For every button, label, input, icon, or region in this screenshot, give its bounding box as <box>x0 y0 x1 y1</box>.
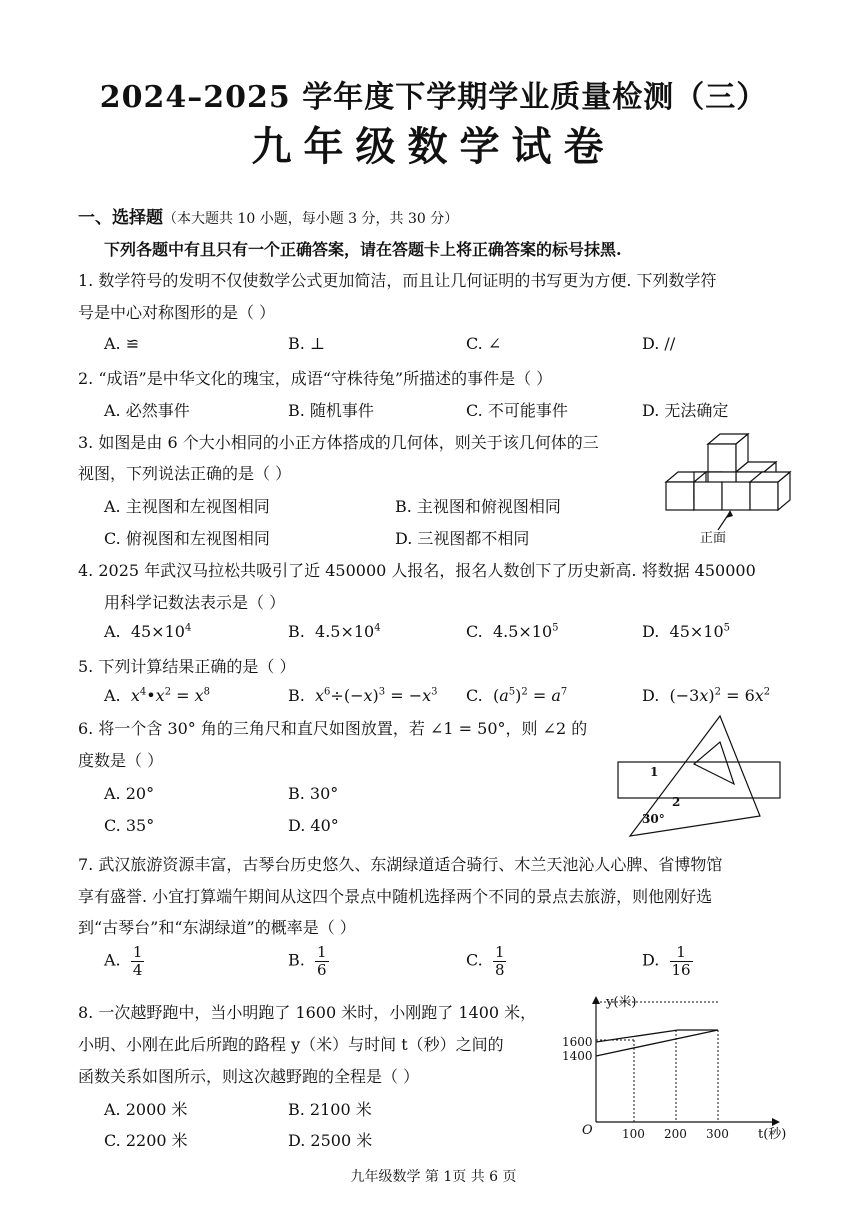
y-axis-label: y(米) <box>606 995 637 1010</box>
q5-option-b: B. $x^6\div(-x)^3 = -x^3$ <box>288 686 438 705</box>
q8-option-a: A. 2000 米 <box>104 1100 188 1119</box>
q8-line1: 8. 一次越野跑中，当小明跑了 1600 米时，小刚跑了 1400 米， <box>78 1003 537 1022</box>
q3-option-d: D. 三视图都不相同 <box>395 529 530 548</box>
q7-option-b: B. $\frac{1}{6}$ <box>288 943 327 979</box>
q8-line3: 函数关系如图所示，则这次越野跑的全程是（ ） <box>78 1067 420 1086</box>
exam-subtitle: 九年级数学试卷 <box>251 123 616 170</box>
q1-line2: 号是中心对称图形的是（ ） <box>78 303 276 322</box>
section-heading <box>78 203 458 228</box>
q5-option-a: A. $x^4•x^2 = x^8$ <box>104 686 211 705</box>
q4-option-a: A. $45\times 10^4$ <box>104 622 192 641</box>
q1-option-c: C. ∠ <box>466 334 502 353</box>
angle-2-label: 2 <box>672 795 681 809</box>
q5-option-d: D. $(-3x)^2 = 6x^2$ <box>642 686 771 705</box>
section-instruction: 下列各题中有且只有一个正确答案，请在答题卡上将正确答案的标号抹黑. <box>104 240 622 259</box>
q2-option-c: C. 不可能事件 <box>466 401 568 420</box>
q6-option-c: C. 35° <box>104 816 155 835</box>
q3-option-c: C. 俯视图和左视图相同 <box>104 529 270 548</box>
angle-30-label: 30° <box>642 812 665 826</box>
q3-line1: 3. 如图是由 6 个大小相同的小正方体搭成的几何体，则关于该几何体的三 <box>78 433 599 452</box>
q7-line1: 7. 武汉旅游资源丰富，古琴台历史悠久、东湖绿道适合骑行、木兰天池沁人心脾、省博物馆 <box>78 855 723 874</box>
q4-option-b: B. $4.5\times 10^4$ <box>288 622 381 641</box>
q3-option-b: B. 主视图和俯视图相同 <box>395 497 561 516</box>
q1-line1: 1. 数学符号的发明不仅使数学公式更加简洁，而且让几何证明的书写更为方便. 下列数学符 <box>78 271 717 290</box>
q4-option-d: D. $45\times 10^5$ <box>642 622 731 641</box>
q8-option-b: B. 2100 米 <box>288 1100 372 1119</box>
xiaoming-line <box>596 1030 678 1042</box>
q3-figure-label: 正面 <box>700 531 727 546</box>
origin-label: O <box>582 1123 593 1138</box>
q2-option-a: A. 必然事件 <box>104 401 190 420</box>
q8-line2: 小明、小刚在此后所跑的路程 y（米）与时间 t（秒）之间的 <box>78 1035 504 1054</box>
q7-line2: 享有盛誉. 小宜打算端午期间从这四个景点中随机选择两个不同的景点去旅游，则他刚好选 <box>78 887 713 906</box>
q4-option-c: C. $4.5\times 10^5$ <box>466 622 559 641</box>
distance-time-graph <box>558 992 798 1152</box>
y-tick-1600: 1600 <box>562 1035 593 1049</box>
triangle-inner <box>694 742 734 784</box>
q5-line1: 5. 下列计算结果正确的是（ ） <box>78 657 296 676</box>
q2-line1: 2. “成语”是中华文化的瑰宝，成语“守株待兔”所描述的事件是（ ） <box>78 369 553 388</box>
q1-option-d: D. // <box>642 334 676 353</box>
x-axis-arrow <box>772 1118 780 1126</box>
q4-line2: 用科学记数法表示是（ ） <box>104 593 286 612</box>
y-tick-1400: 1400 <box>562 1049 593 1063</box>
q5-option-c: C. $(a^5)^2 = a^7$ <box>466 686 568 705</box>
q6-option-a: A. 20° <box>104 784 155 803</box>
q2-option-d: D. 无法确定 <box>642 401 729 420</box>
page-footer: 九年级数学 第 1页 共 6 页 <box>350 1169 517 1185</box>
q7-option-c: C. $\frac{1}{8}$ <box>466 943 505 979</box>
q4-line1: 4. 2025 年武汉马拉松共吸引了近 450000 人报名，报名人数创下了历史新高. 将数据 450000 <box>78 561 756 580</box>
x-tick-200: 200 <box>664 1127 687 1141</box>
q7-option-d: D. $\frac{1}{16}$ <box>642 943 691 979</box>
q7-option-a: A. $\frac{1}{4}$ <box>104 943 143 979</box>
ruler-triangle-figure <box>612 710 792 840</box>
q8-option-d: D. 2500 米 <box>288 1131 373 1150</box>
ruler <box>618 762 780 798</box>
q6-option-b: B. 30° <box>288 784 339 803</box>
q1-option-a: A. ≌ <box>104 334 140 353</box>
q2-option-b: B. 随机事件 <box>288 401 374 420</box>
x-tick-300: 300 <box>706 1127 729 1141</box>
xiaogang-line <box>596 1030 718 1056</box>
cube-solid-figure <box>660 430 800 548</box>
q8-option-c: C. 2200 米 <box>104 1131 188 1150</box>
section-title: 一、选择题 <box>78 208 163 228</box>
q7-line3: 到“古琴台”和“东湖绿道”的概率是（ ） <box>78 918 356 937</box>
q1-option-b: B. ⊥ <box>288 334 325 353</box>
x-tick-100: 100 <box>622 1127 645 1141</box>
x-axis-label: t(秒) <box>758 1127 787 1142</box>
q6-line2: 度数是（ ） <box>78 751 164 770</box>
y-axis-arrow <box>592 996 600 1004</box>
q6-option-d: D. 40° <box>288 816 339 835</box>
q3-line2: 视图，下列说法正确的是（ ） <box>78 464 292 483</box>
q6-line1: 6. 将一个含 30° 角的三角尺和直尺如图放置，若 ∠1 = 50°，则 ∠2 的 <box>78 719 588 738</box>
exam-title: 2024–2025 学年度下学期学业质量检测（三） <box>99 80 768 115</box>
angle-1-label: 1 <box>650 765 659 779</box>
q3-option-a: A. 主视图和左视图相同 <box>104 497 270 516</box>
section-note: （本大题共 10 小题，每小题 3 分，共 30 分） <box>163 211 459 227</box>
